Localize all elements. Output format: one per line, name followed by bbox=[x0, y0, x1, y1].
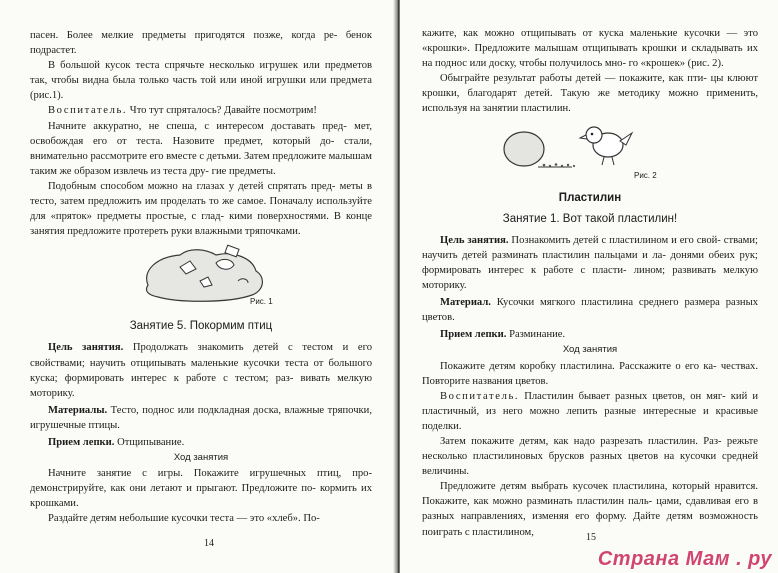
left-goal bbox=[30, 340, 372, 400]
figure-2-caption: Рис. 2 bbox=[634, 170, 657, 180]
right-method bbox=[422, 327, 758, 342]
material-text: Кусочки мягкого пластилина среднего размера разных цветов. bbox=[422, 297, 758, 324]
goal-text: Познакомить детей с пластилином и его свой- ствами; научить детей разминать пластилин пальцами и ла- донями обеих рук; формировать интерес к работе с пласти- лином; развивать мелкую моторику. bbox=[422, 234, 758, 292]
left-para-3: Начните аккуратно, не спеша, с интересом доставать пред- мет, освобождая его от теста. Назовите предмет, который до- стали, внимательно рассмотрите его вместе с детьми. Затем предложите малышам таким же образом извлечь из теста дру- гие предметы. bbox=[30, 120, 372, 177]
left-method bbox=[30, 435, 372, 450]
dough-with-toys-illustration bbox=[30, 241, 370, 307]
lesson-1-title: Занятие 1. Вот такой пластилин! bbox=[502, 212, 678, 225]
left-teacher-line bbox=[30, 103, 372, 118]
teacher-label: Воспитатель. bbox=[48, 105, 128, 117]
section-title: Пластилин bbox=[558, 191, 622, 204]
left-para-5: Начните занятие с игры. Покажите игрушечных птиц, про- демонстрируйте, как они летают и прыгают. Предложите по- кормить их крошками. bbox=[30, 468, 372, 510]
goal-label: Цель занятия. bbox=[48, 342, 124, 354]
right-hod-heading: Ход занятия bbox=[562, 344, 618, 356]
teacher-text: Пластилин бывает разных цветов, он мяг- кий и пластичный, из него можно лепить разные интересные и красивые поделки. bbox=[422, 390, 758, 432]
right-teacher-line bbox=[422, 389, 758, 434]
material-label: Материал. bbox=[440, 297, 491, 309]
lesson-5-title: Занятие 5. Покормим птиц bbox=[129, 320, 273, 333]
teacher-text: Что тут спряталось? Давайте посмотрим! bbox=[127, 105, 317, 117]
method-label: Прием лепки. bbox=[48, 436, 115, 448]
right-para-3: Покажите детям коробку пластилина. Расскажите о его ка- чествах. Повторите названия цветов. bbox=[422, 360, 758, 387]
right-para-2: Обыграйте результат работы детей — покажите, как пти- цы клюют крошки, благодарят детей. Такую же методику можно применить, используя на занятии пластилин. bbox=[422, 73, 758, 115]
left-hod-heading: Ход занятия bbox=[173, 452, 229, 464]
teacher-label: Воспитатель. bbox=[440, 390, 520, 402]
right-material bbox=[422, 295, 758, 325]
right-para-4: Затем покажите детям, как надо разрезать пластилин. Раз- режьте несколько пластилиновых брусков разных цветов на кусочки средней величины. bbox=[422, 435, 758, 478]
method-text: Разминание. bbox=[506, 329, 566, 341]
method-text: Отщипывание. bbox=[114, 436, 185, 448]
left-para-1: пасен. Более мелкие предметы пригодятся позже, когда ре- бенок подрастет. bbox=[30, 30, 372, 57]
left-page-number: 14 bbox=[204, 538, 214, 549]
method-label: Прием лепки. bbox=[440, 329, 507, 341]
materials-text: Тесто, поднос или подкладная доска, влажные тряпочки, игрушечные птицы. bbox=[30, 404, 372, 431]
goal-label: Цель занятия. bbox=[440, 234, 509, 246]
left-para-6: Раздайте детям небольшие кусочки теста — это «хлеб». По- bbox=[48, 513, 320, 525]
left-para-4: Подобным способом можно на глазах у детей спрятать пред- меты в тесто, затем предложить им проделать то же самое. Поначалу используйте для «пряток» предметы простые, с глад- кими поверхностями. В конце занятия предложите протереть руки влажными тряпочками. bbox=[30, 180, 372, 238]
figure-1-caption: Рис. 1 bbox=[250, 297, 273, 307]
right-page-number: 15 bbox=[586, 532, 596, 543]
right-para-1: кажите, как можно отщипывать от куска маленькие кусочки — это «крошки». Предложите малышам отщипывать крошки и складывать их на поднос или доску, чтобы получилось мно- го «крошек» (рис. 2). bbox=[422, 28, 758, 70]
figure-2 bbox=[422, 123, 758, 181]
right-goal bbox=[422, 233, 758, 293]
figure-1 bbox=[30, 241, 372, 307]
bird-and-crumbs-illustration bbox=[422, 123, 752, 181]
left-para-2: В большой кусок теста спрячьте несколько игрушек или предметов так, чтобы видна была только часть той или иной игрушки или предмета (рис.1). bbox=[30, 60, 372, 102]
left-top-block bbox=[30, 28, 372, 239]
site-watermark: Страна Мам . ру bbox=[597, 548, 772, 570]
goal-text: Продолжать знакомить детей с тестом и его свойствами; научить отщипывать маленькие кусочки теста от большого куска; формировать интерес к работе с тестом; раз- вивать мелкую моторику. bbox=[30, 342, 372, 399]
materials-label: Материалы. bbox=[48, 404, 108, 416]
right-para-5: Предложите детям выбрать кусочек пластилина, который нравится. Покажите, как можно разминать пластилин паль- цами, сдавливая его в разных направлениях, изменяя его форму. Дайте детям возможность поиграть с пластилином, bbox=[422, 481, 758, 538]
left-materials bbox=[30, 403, 372, 433]
right-page bbox=[400, 0, 778, 573]
